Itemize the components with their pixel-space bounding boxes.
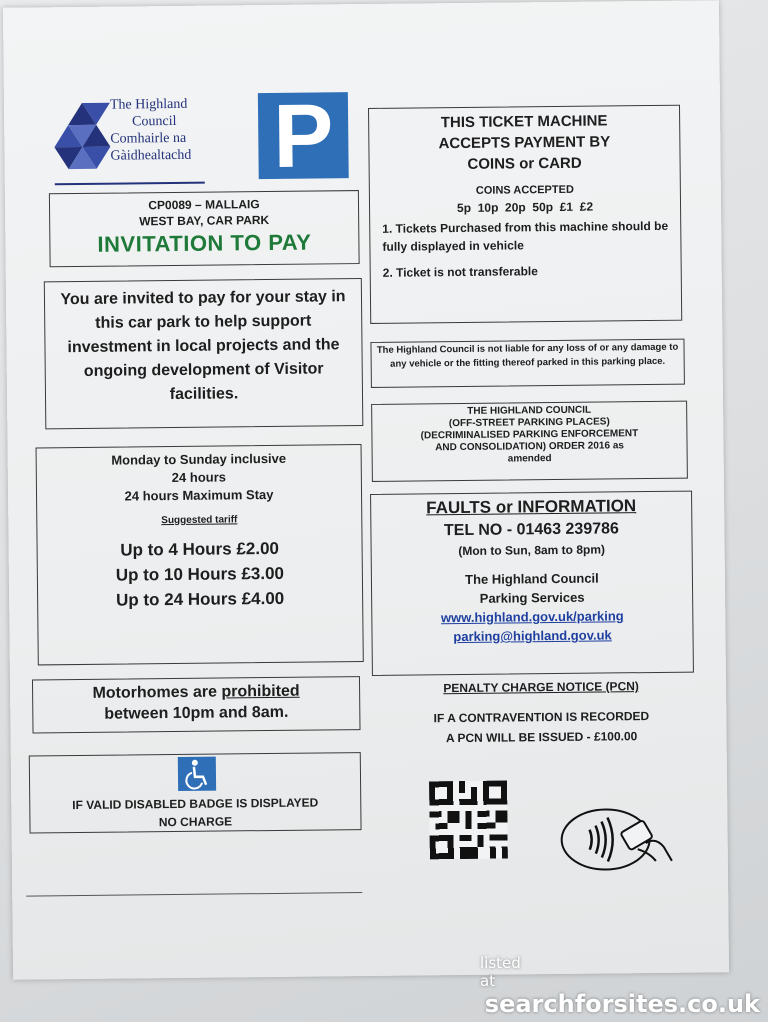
- watermark-line1: listed at: [480, 954, 521, 990]
- coins-list: 5p 10p 20p 50p £1 £2: [456, 199, 594, 216]
- order-line: AND CONSOLIDATION) ORDER 2016 as: [435, 440, 624, 454]
- order-line: THE HIGHLAND COUNCIL: [467, 404, 592, 417]
- car-park-name: WEST BAY, CAR PARK: [139, 212, 270, 229]
- machine-heading: COINS or CARD: [467, 154, 582, 173]
- tariff-row: Up to 10 Hours £3.00: [115, 563, 285, 585]
- faults-box: [370, 491, 694, 676]
- phone-hours: (Mon to Sun, 8am to 8pm): [458, 542, 606, 559]
- ticket-machine-box: [368, 105, 682, 324]
- no-charge-text: NO CHARGE: [158, 814, 233, 830]
- faults-heading: FAULTS or INFORMATION: [426, 496, 637, 518]
- logo-line: Comhairle na: [110, 130, 187, 147]
- coins-label: COINS ACCEPTED: [475, 183, 574, 197]
- invitation-box: [44, 278, 364, 429]
- liability-box: [370, 339, 684, 388]
- watermark: [480, 954, 760, 1018]
- tariff-row: Up to 24 Hours £4.00: [115, 588, 285, 610]
- phone-number: TEL NO - 01463 239786: [443, 520, 619, 540]
- prohibited-text: prohibited: [221, 682, 300, 701]
- contactless-payment-icon: [559, 803, 678, 876]
- org-department: Parking Services: [479, 589, 585, 606]
- ticket-rule-2: 2. Ticket is not transferable: [382, 264, 538, 280]
- machine-heading: ACCEPTS PAYMENT BY: [438, 133, 611, 153]
- order-line: (DECRIMINALISED PARKING ENFORCEMENT: [420, 428, 639, 442]
- days-text: Monday to Sunday inclusive: [111, 450, 287, 468]
- disabled-badge-text: IF VALID DISABLED BADGE IS DISPLAYED: [72, 795, 319, 813]
- invitation-heading: INVITATION TO PAY: [97, 229, 312, 257]
- logo-text: [110, 96, 192, 165]
- order-line: amended: [507, 453, 552, 465]
- location-box: [49, 190, 360, 267]
- triangle-logo-icon: [54, 103, 111, 180]
- tariff-row: Up to 4 Hours £2.00: [120, 538, 280, 560]
- penalty-amount: A PCN WILL BE ISSUED - £100.00: [445, 729, 638, 746]
- machine-heading: THIS TICKET MACHINE: [440, 112, 608, 132]
- motorhome-box: [32, 676, 361, 733]
- org-name: The Highland Council: [465, 570, 599, 587]
- website-link[interactable]: www.highland.gov.uk/parking: [440, 608, 624, 626]
- max-stay-text: 24 hours Maximum Stay: [124, 486, 274, 504]
- car-park-code: CP0089 – MALLAIG: [148, 197, 260, 213]
- hours-tariff-box: [36, 444, 364, 665]
- logo-line: The Highland: [109, 96, 188, 113]
- order-line: (OFF-STREET PARKING PLACES): [448, 416, 610, 430]
- invitation-text: You are invited to pay for your stay in this car park to help support investment in local projects and the ongoing development of Visitor facilities.: [60, 288, 346, 404]
- watermark-site: searchforsites.co.uk: [484, 990, 760, 1018]
- disabled-box: [29, 752, 362, 833]
- logo-line: Gàidhealtachd: [110, 147, 192, 164]
- tariff-label: Suggested tariff: [161, 514, 238, 527]
- motorhome-text: Motorhomes are: [92, 683, 222, 702]
- liability-text: The Highland Council is not liable for any loss of or any damage to any vehicle or the fitting thereof parked in this parking place.: [376, 341, 679, 370]
- penalty-section: [376, 678, 707, 745]
- email-link[interactable]: parking@highland.gov.uk: [453, 627, 612, 645]
- qr-code-icon[interactable]: [429, 781, 508, 860]
- motorhome-line2: between 10pm and 8am.: [104, 703, 289, 723]
- parking-p-sign: [258, 86, 349, 187]
- highland-council-logo: [54, 94, 205, 182]
- motorhome-line1: [33, 682, 359, 703]
- penalty-line: IF A CONTRAVENTION IS RECORDED: [433, 709, 650, 726]
- wheelchair-icon: [178, 757, 216, 791]
- ticket-rule-1: 1. Tickets Purchased from this machine should be fully displayed in vehicle: [382, 218, 669, 254]
- parking-notice-sheet: [3, 0, 729, 979]
- parking-p-letter: P: [272, 86, 334, 187]
- hours-text: 24 hours: [171, 469, 227, 486]
- order-box: [371, 401, 688, 482]
- logo-line: Council: [132, 113, 177, 130]
- divider-line: [26, 892, 362, 897]
- penalty-heading: PENALTY CHARGE NOTICE (PCN): [443, 679, 639, 696]
- logo-underline: [55, 182, 205, 185]
